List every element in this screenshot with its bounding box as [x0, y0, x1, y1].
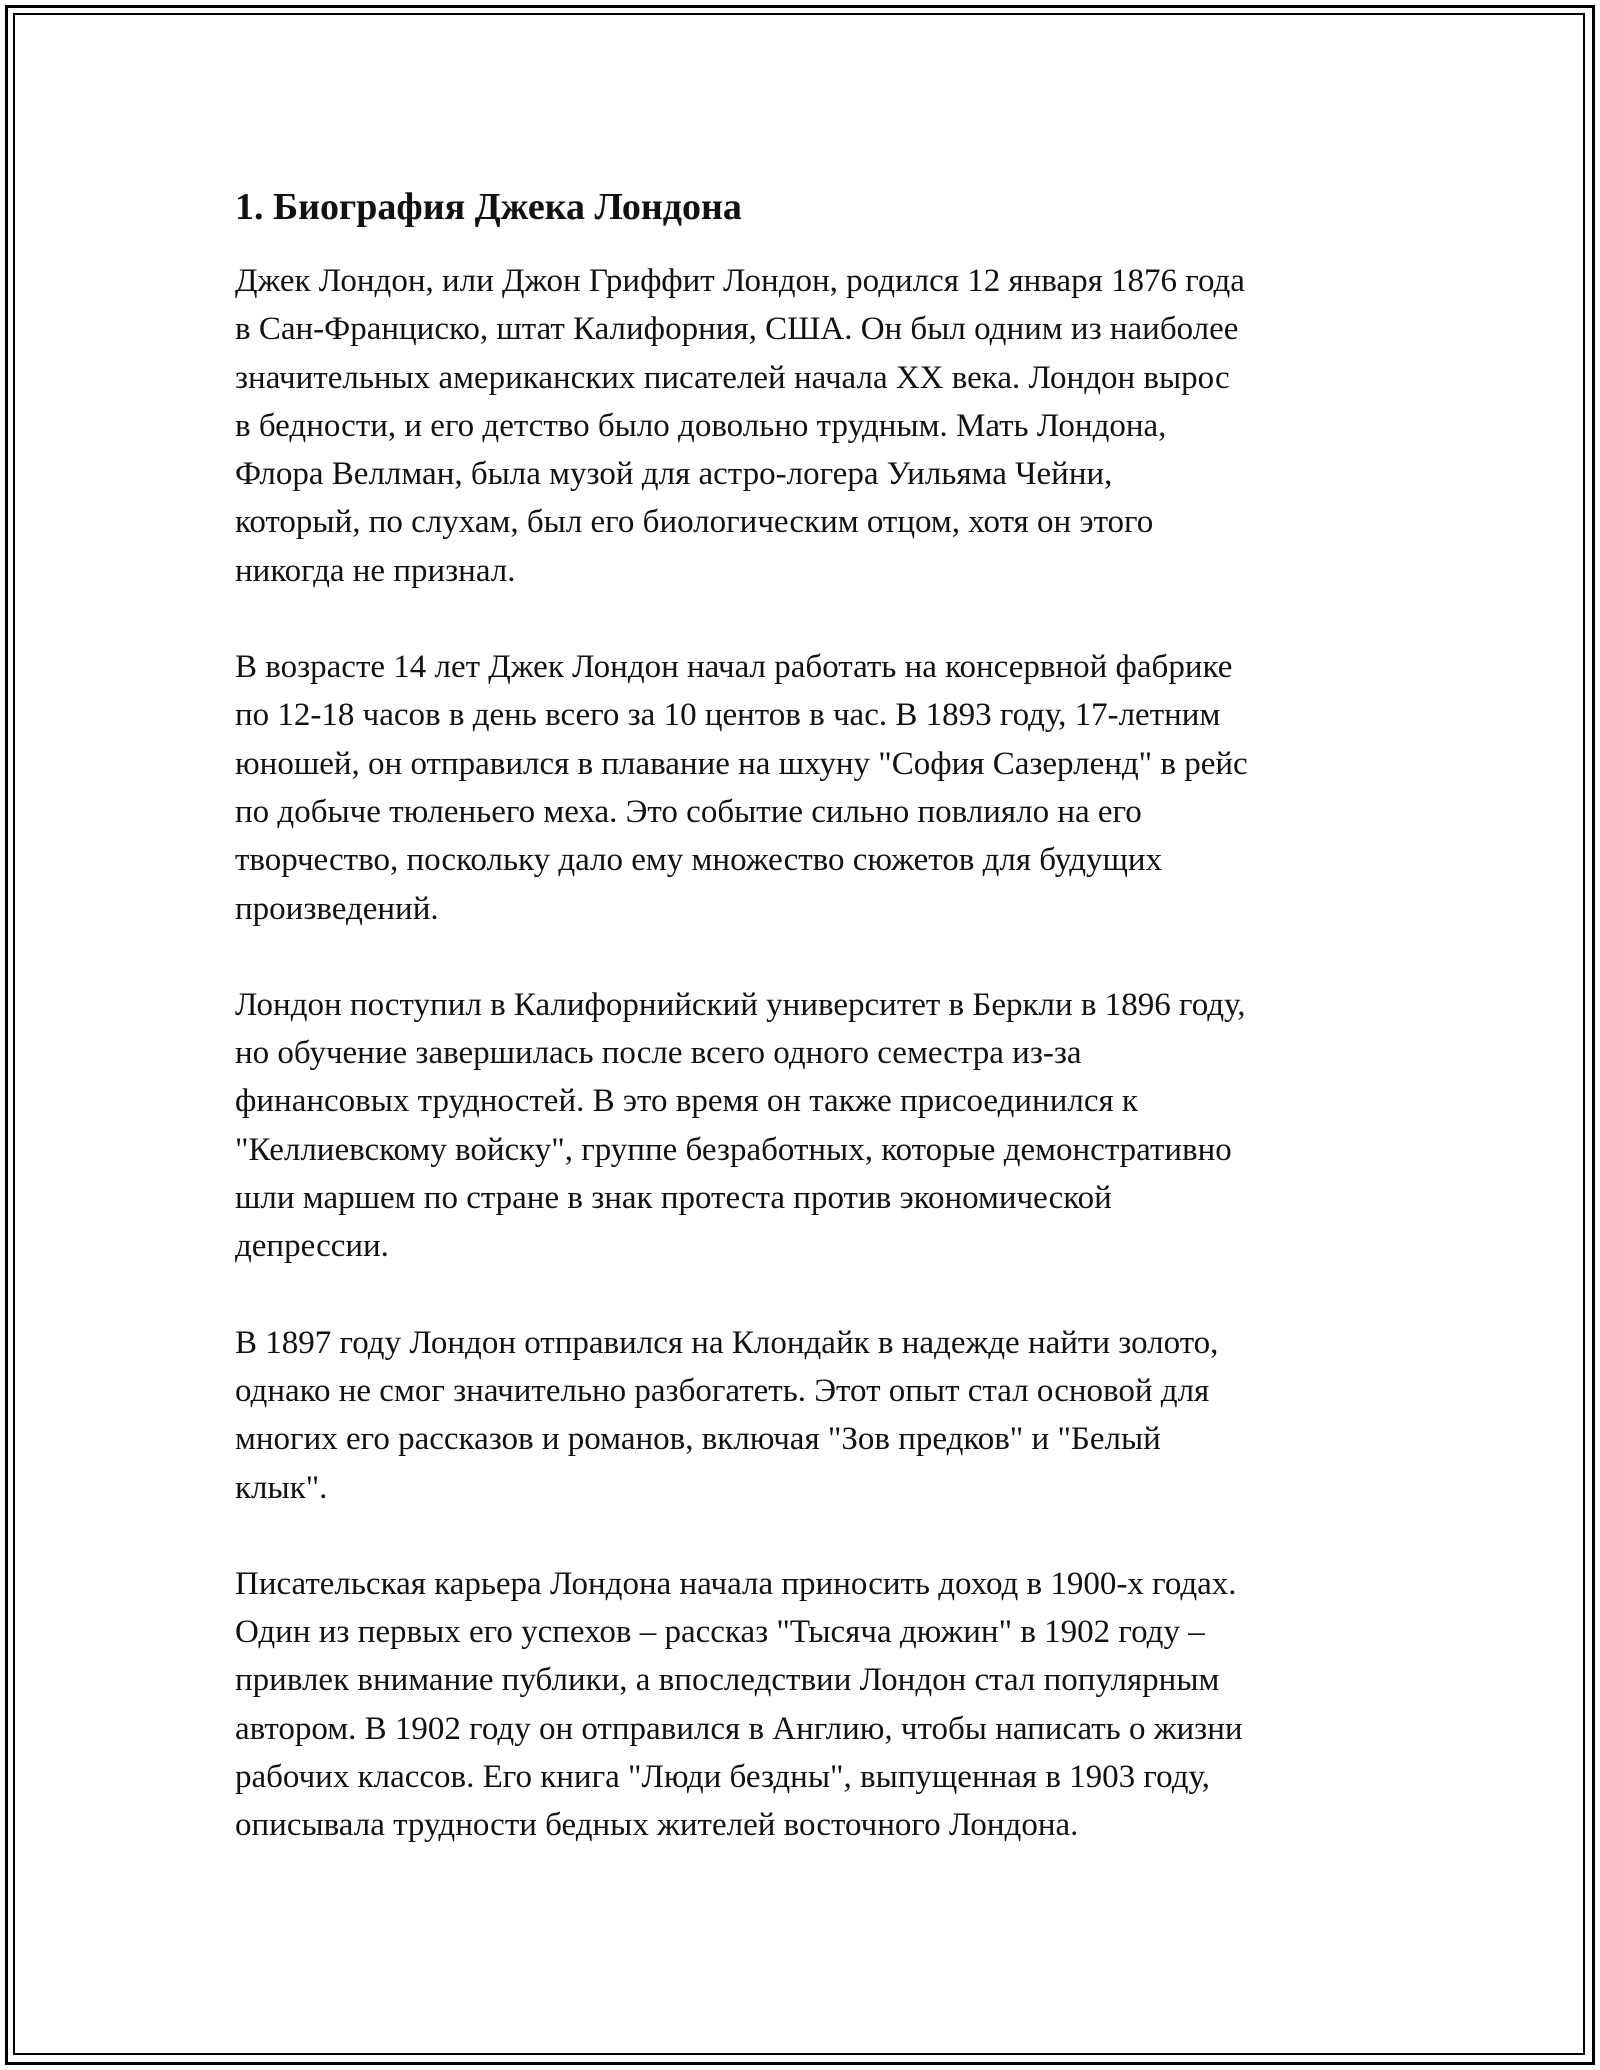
paragraph-line: в Сан-Франциско, штат Калифорния, США. Он был одним из наиболее — [235, 311, 1239, 348]
paragraph-line: по добыче тюленьего меха. Это событие сильно повлияло на его — [235, 793, 1142, 830]
paragraph-line: автором. В 1902 году он отправился в Англию, чтобы написать о жизни — [235, 1710, 1243, 1747]
paragraph-line: юношей, он отправился в плавание на шхуну "София Сазерленд" в рейс — [235, 745, 1248, 782]
paragraph-line: многих его рассказов и романов, включая "Зов предков" и "Белый — [235, 1421, 1161, 1458]
paragraph-line: финансовых трудностей. В это время он также присоединился к — [235, 1083, 1138, 1120]
paragraph-line: Один из первых его успехов – рассказ "Тысяча дюжин" в 1902 году – — [235, 1614, 1205, 1651]
paragraph-line: значительных американских писателей начала XX века. Лондон вырос — [235, 359, 1230, 396]
paragraph-line: никогда не признал. — [235, 552, 516, 589]
paragraph-line: клык". — [235, 1469, 328, 1506]
document-body — [235, 183, 1375, 1898]
paragraph-line: в бедности, и его детство было довольно трудным. Мать Лондона, — [235, 407, 1167, 444]
paragraph-line: Флора Веллман, была музой для астро-логера Уильяма Чейни, — [235, 456, 1113, 493]
paragraph-line: однако не смог значительно разбогатеть. Этот опыт стал основой для — [235, 1372, 1210, 1409]
paragraph-line: который, по слухам, был его биологическим отцом, хотя он этого — [235, 504, 1154, 541]
paragraph-line: В возрасте 14 лет Джек Лондон начал работать на консервной фабрике — [235, 649, 1233, 686]
paragraph-line: описывала трудности бедных жителей восточного Лондона. — [235, 1807, 1079, 1844]
paragraph-youth-work — [235, 643, 1375, 933]
paragraph-writing-career — [235, 1560, 1375, 1850]
paragraph-line: "Келлиевскому войску", группе безработных, которые демонстративно — [235, 1131, 1232, 1168]
paragraph-line: депрессии. — [235, 1228, 389, 1265]
paragraph-line: В 1897 году Лондон отправился на Клондайк в надежде найти золото, — [235, 1324, 1219, 1361]
paragraph-line: Джек Лондон, или Джон Гриффит Лондон, родился 12 января 1876 года — [235, 263, 1245, 299]
paragraph-line: но обучение завершилась после всего одного семестра из-за — [235, 1035, 1082, 1072]
paragraph-line: Лондон поступил в Калифорнийский университет в Беркли в 1896 году, — [235, 986, 1246, 1023]
paragraph-university — [235, 981, 1375, 1271]
paragraph-line: шли маршем по стране в знак протеста против экономической — [235, 1180, 1112, 1217]
paragraph-line: Писательская карьера Лондона начала приносить доход в 1900-х годах. — [235, 1565, 1237, 1602]
paragraph-line: по 12-18 часов в день всего за 10 центов в час. В 1893 году, 17-летним — [235, 697, 1221, 734]
paragraph-klondike — [235, 1319, 1375, 1512]
paragraph-line: привлек внимание публики, а впоследствии Лондон стал популярным — [235, 1662, 1220, 1699]
paragraph-line: рабочих классов. Его книга "Люди бездны", выпущенная в 1903 году, — [235, 1759, 1210, 1796]
paragraph-early-life — [235, 257, 1375, 595]
paragraph-line: творчество, поскольку дало ему множество сюжетов для будущих — [235, 842, 1163, 879]
paragraph-line: произведений. — [235, 890, 439, 927]
section-heading: 1. Биография Джека Лондона — [235, 186, 742, 228]
